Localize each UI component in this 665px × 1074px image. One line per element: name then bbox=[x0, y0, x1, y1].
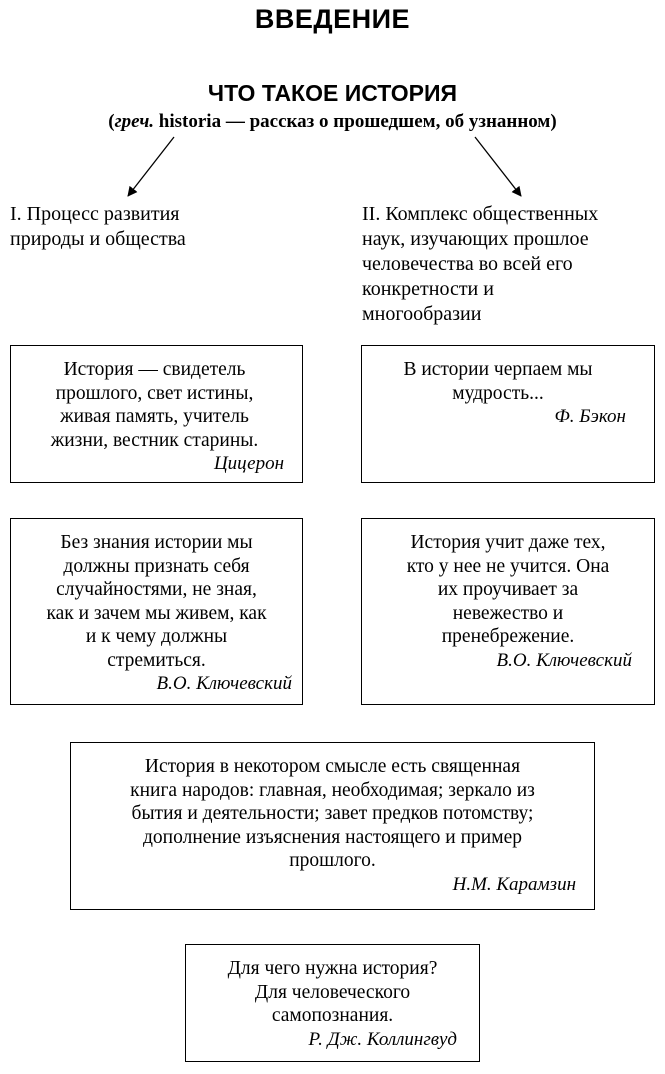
quote-text: Для чего нужна история? Для человеческого самопознания. bbox=[227, 958, 438, 1026]
branch-right-line: человечества во всей его bbox=[362, 253, 573, 275]
quote-author: Цицерон bbox=[213, 453, 284, 474]
etymology-lang-abbr: греч. bbox=[114, 111, 155, 132]
quote-box-klyuchevsky-2 bbox=[361, 518, 655, 705]
etymology-text: historia — рассказ о прошедшем, об узнанном) bbox=[154, 111, 557, 132]
quote-text: В истории черпаем мы мудрость... bbox=[403, 359, 593, 404]
branch-right-line: наук, изучающих прошлое bbox=[362, 228, 589, 250]
quote-text: История учит даже тех, кто у нее не учится. Она их проучивает за невежество и пренебрежение. bbox=[406, 532, 610, 647]
branch-left-line: I. Процесс развития bbox=[10, 203, 180, 225]
quote-text: Без знания истории мы должны признать себя случайностями, не зная, как и зачем мы живем, как и к чему должны стремиться. bbox=[46, 532, 267, 671]
quote-box-cicero bbox=[10, 345, 303, 483]
quote-author: Ф. Бэкон bbox=[554, 406, 626, 427]
quote-text: История в некотором смысле есть священная книга народов: главная, необходимая; зеркало из бытия и деятельности; завет предков потомству; дополнение изъяснения настоящего и пример прошлого. bbox=[130, 756, 535, 871]
quote-author: Р. Дж. Коллингвуд bbox=[308, 1028, 457, 1050]
quote-text: История — свидетель прошлого, свет истины, живая память, учитель жизни, вестник старины. bbox=[50, 359, 259, 451]
main-title: ЧТО ТАКОЕ ИСТОРИЯ bbox=[207, 80, 458, 106]
branch-right-line: II. Комплекс общественных bbox=[362, 203, 599, 225]
branch-left bbox=[10, 202, 310, 252]
arrow-right bbox=[475, 137, 521, 196]
arrow-left bbox=[128, 137, 174, 196]
quote-author: В.О. Ключевский bbox=[156, 673, 292, 694]
quote-box-karamzin bbox=[70, 742, 595, 910]
quote-box-klyuchevsky-1 bbox=[10, 518, 303, 705]
quote-box-collingwood bbox=[185, 944, 480, 1062]
quote-box-bacon bbox=[361, 345, 655, 483]
section-title: ВВЕДЕНИЕ bbox=[254, 4, 411, 34]
quote-author: В.О. Ключевский bbox=[496, 649, 632, 671]
branch-right bbox=[362, 202, 662, 327]
branch-right-line: многообразии bbox=[362, 303, 482, 325]
etymology-open-paren: ( bbox=[108, 111, 115, 132]
quote-author: Н.М. Карамзин bbox=[452, 873, 576, 895]
branch-right-line: конкретности и bbox=[362, 278, 494, 300]
branch-left-line: природы и общества bbox=[10, 228, 186, 250]
